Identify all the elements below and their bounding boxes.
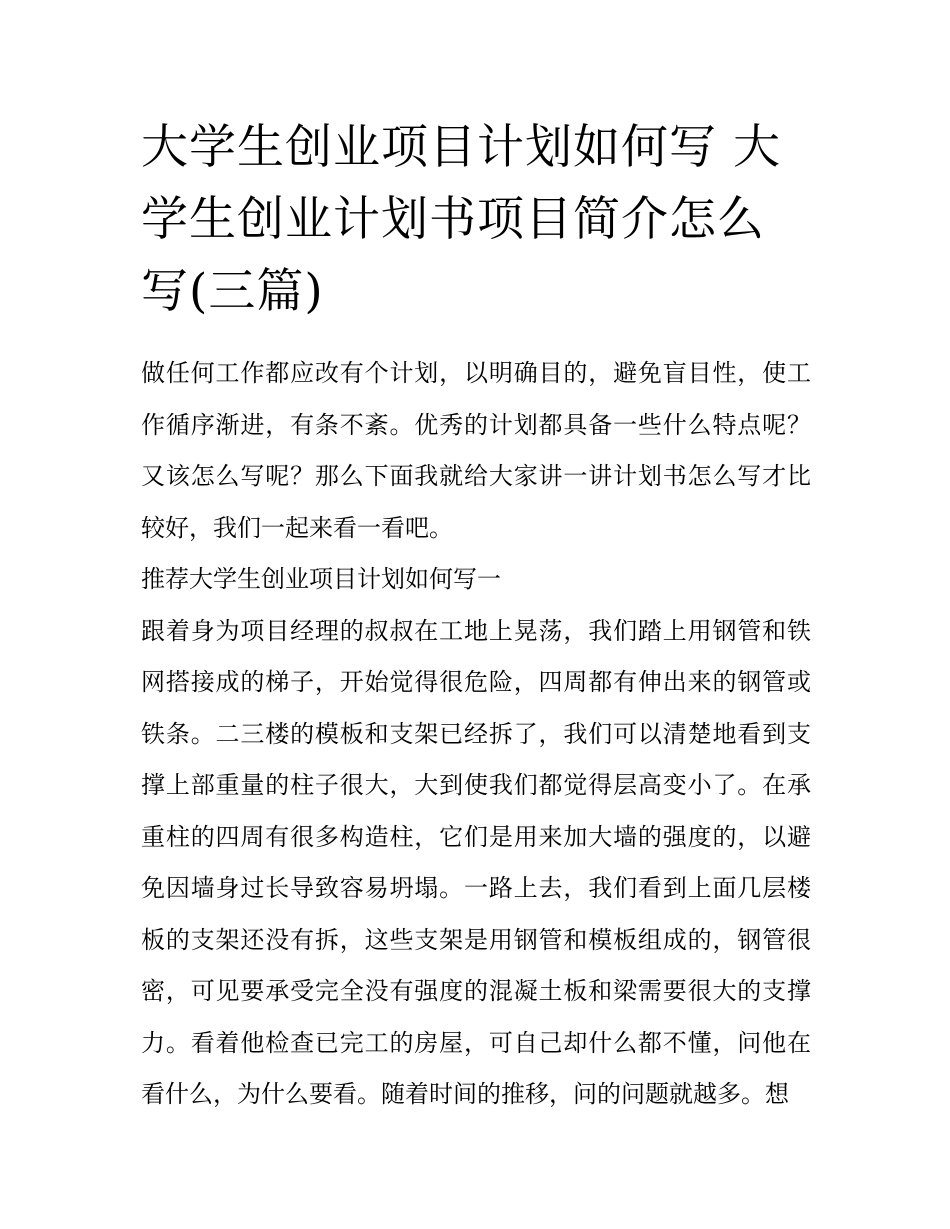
intro-paragraph: 做任何工作都应改有个计划，以明确目的，避免盲目性，使工作循序渐进，有条不紊。优秀的计划都具备一些什么特点呢？又该怎么写呢？那么下面我就给大家讲一讲计划书怎么写才比较好，我们一起来看一看吧。: [141, 359, 811, 542]
body-paragraph: 跟着身为项目经理的叔叔在工地上晃荡，我们踏上用钢管和铁网搭接成的梯子，开始觉得很危险，四周都有伸出来的钢管或铁条。二三楼的模板和支架已经拆了，我们可以清楚地看到支撑上部重量的柱子很大，大到使我们都觉得层高变小了。在承重柱的四周有很多构造柱，它们是用来加大墙的强度的，以避免因墙身过长导致容易坍塌。一路上去，我们看到上面几层楼板的支架还没有拆，这些支架是用钢管和模板组成的，钢管很密，可见要承受完全没有强度的混凝土板和梁需要很大的支撑力。看着他检查已完工的房屋，可自己却什么都不懂，问他在看什么，为什么要看。随着时间的推移，问的问题就越多。想: [141, 616, 811, 1108]
section-heading: 推荐大学生创业项目计划如何写一: [141, 565, 501, 593]
document-title: 大学生创业项目计划如何写 大学生创业计划书项目简介怎么写(三篇): [141, 120, 781, 319]
document-page: [141, 112, 811, 1121]
